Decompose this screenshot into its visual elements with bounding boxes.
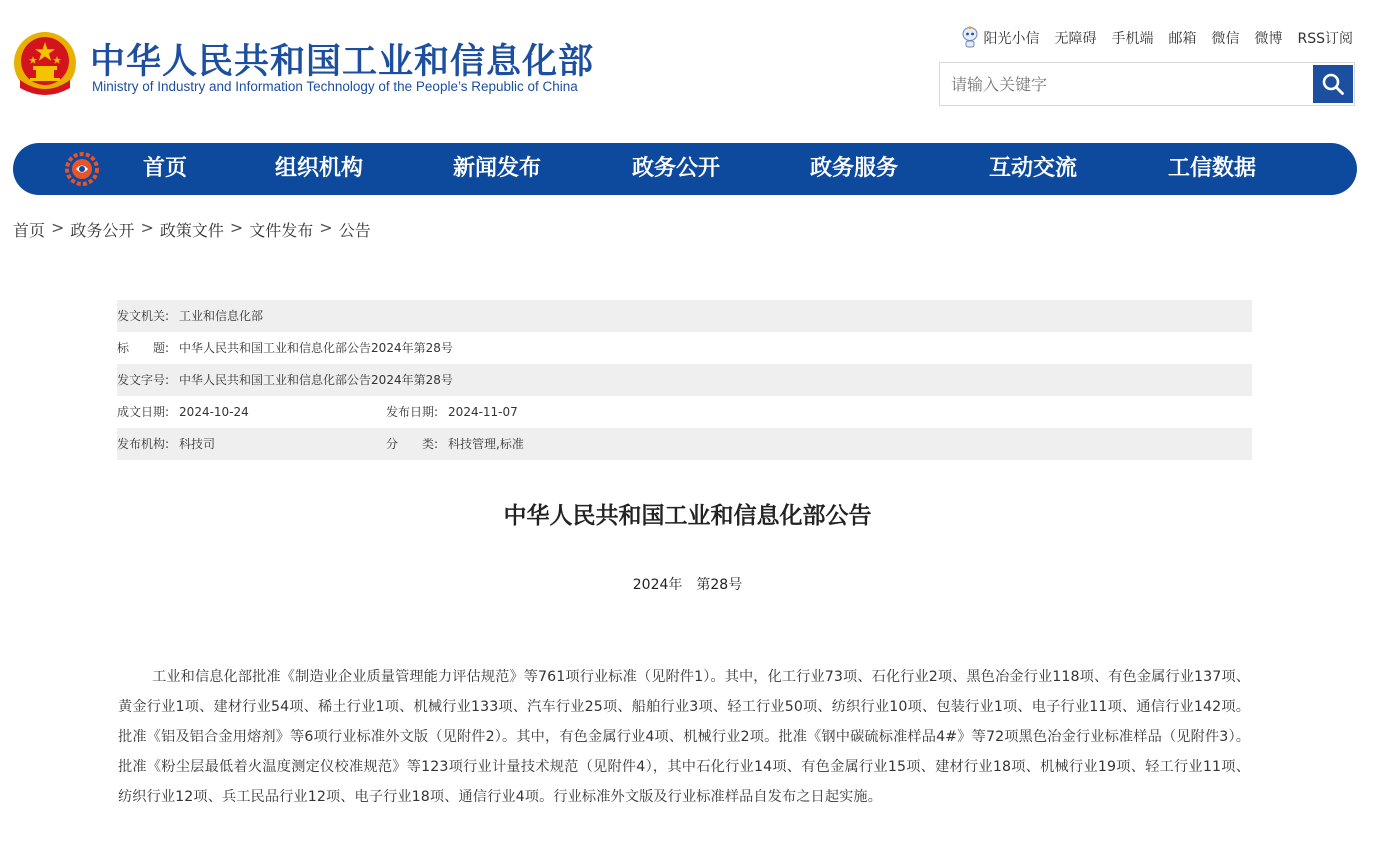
breadcrumb-announcement[interactable]: 公告 [338, 221, 371, 240]
meta-label: 分 类: [386, 437, 439, 451]
meta-issuer: 工业和信息化部 [179, 309, 264, 323]
top-links [961, 26, 1353, 50]
breadcrumb-policy-docs[interactable]: 政策文件 [159, 221, 224, 240]
meta-row-title [117, 332, 1252, 364]
breadcrumb-separator: > [51, 218, 65, 237]
mail-link[interactable]: 邮箱 [1168, 31, 1197, 47]
nav-interaction[interactable]: 互动交流 [989, 156, 1078, 181]
meta-label: 标 题: [117, 341, 170, 355]
rss-link[interactable]: RSS订阅 [1297, 31, 1353, 47]
meta-row-agency [117, 428, 1252, 460]
miit-logo-icon[interactable] [65, 152, 99, 186]
site-header [0, 0, 1375, 140]
search-button[interactable] [1313, 65, 1353, 103]
mobile-link[interactable]: 手机端 [1111, 31, 1154, 47]
meta-label: 发文机关: [117, 309, 170, 323]
meta-label: 发布日期: [386, 405, 439, 419]
meta-title: 中华人民共和国工业和信息化部公告2024年第28号 [179, 341, 453, 355]
meta-agency: 科技司 [179, 437, 216, 451]
document-meta-table [117, 300, 1252, 460]
meta-published-date: 2024-11-07 [448, 405, 518, 419]
meta-label: 发文字号: [117, 373, 170, 387]
nav-organization[interactable]: 组织机构 [275, 156, 364, 181]
nav-gov-affairs[interactable]: 政务公开 [632, 156, 721, 181]
nav-news[interactable]: 新闻发布 [453, 156, 542, 181]
breadcrumb-gov-affairs[interactable]: 政务公开 [70, 221, 135, 240]
sunshine-link[interactable] [961, 26, 1039, 50]
meta-row-dates [117, 396, 1252, 428]
wechat-link[interactable]: 微信 [1211, 31, 1240, 47]
meta-written-date: 2024-10-24 [179, 405, 249, 419]
national-emblem-icon[interactable] [12, 30, 78, 100]
site-title[interactable]: 中华人民共和国工业和信息化部 [90, 42, 595, 82]
main-nav [13, 143, 1357, 195]
nav-home[interactable]: 首页 [143, 156, 188, 181]
search-icon [1321, 72, 1345, 96]
article-number: 2024年 第28号 [632, 577, 743, 593]
weibo-link[interactable]: 微博 [1254, 31, 1283, 47]
robot-icon [961, 26, 979, 50]
nav-gov-services[interactable]: 政务服务 [810, 156, 899, 181]
meta-label: 成文日期: [117, 405, 170, 419]
meta-doc-no: 中华人民共和国工业和信息化部公告2024年第28号 [179, 373, 453, 387]
accessibility-link[interactable]: 无障碍 [1054, 31, 1097, 47]
search-input[interactable] [940, 63, 1312, 105]
breadcrumb-separator: > [140, 218, 154, 237]
sunshine-label: 阳光小信 [983, 31, 1040, 47]
breadcrumb [13, 218, 371, 241]
article-body: 工业和信息化部批准《制造业企业质量管理能力评估规范》等761项行业标准（见附件1）。其中，化工行业73项、石化行业2项、黑色冶金行业118项、有色金属行业137项、黄金行业1项、建材行业54项、稀土行业1项、机械行业133项、汽车行业25项、船舶行业3项、轻工行业50项、纺织行业10项、包装行业1项、电子行业11项、通信行业142项。批准《铝及铝合金用熔剂》等6项行业标准外文版（见附件2）。其中，有色金属行业4项、机械行业2项。批准《钢中碳硫标准样品4#》等72项黑色冶金行业标准样品（见附件3）。批准《粉尘层最低着火温度测定仪校准规范》等123项行业计量技术规范（见附件4），其中石化行业14项、有色金属行业15项、建材行业18项、机械行业19项、轻工行业11项、纺织行业12项、兵工民品行业12项、电子行业18项、通信行业4项。行业标准外文版及行业标准样品自发布之日起实施。 [118, 669, 1250, 805]
breadcrumb-file-release[interactable]: 文件发布 [249, 221, 314, 240]
meta-row-doc-no [117, 364, 1252, 396]
article-title: 中华人民共和国工业和信息化部公告 [503, 503, 872, 529]
meta-row-issuer [117, 300, 1252, 332]
nav-data[interactable]: 工信数据 [1168, 156, 1257, 181]
site-subtitle[interactable]: Ministry of Industry and Information Technology of the People’s Republic of China [92, 79, 578, 94]
meta-category: 科技管理,标准 [448, 437, 524, 451]
breadcrumb-separator: > [229, 218, 244, 237]
breadcrumb-home[interactable]: 首页 [13, 221, 46, 240]
breadcrumb-separator: > [319, 218, 333, 237]
search-box [939, 62, 1355, 106]
meta-label: 发布机构: [117, 437, 170, 451]
